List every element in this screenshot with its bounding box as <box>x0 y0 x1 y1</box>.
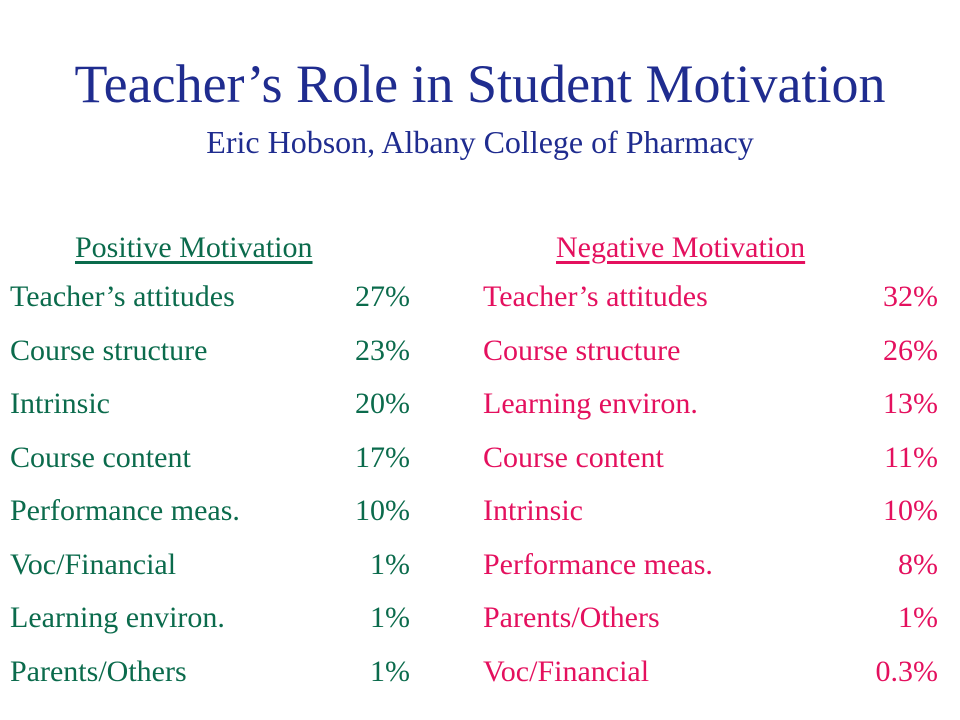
negative-row <box>483 645 938 699</box>
positive-row-value: 20% <box>355 387 410 420</box>
negative-row-value: 26% <box>883 333 938 367</box>
positive-row-label: Performance meas. <box>10 494 240 527</box>
negative-row <box>483 538 938 592</box>
positive-motivation-column <box>10 226 410 698</box>
positive-row <box>10 324 410 378</box>
positive-row-label: Learning environ. <box>10 601 225 634</box>
negative-row <box>483 591 938 645</box>
negative-row-label: Course content <box>483 440 664 474</box>
positive-row <box>10 484 410 538</box>
negative-row-label: Performance meas. <box>483 547 713 581</box>
negative-row-label: Parents/Others <box>483 601 660 634</box>
positive-row-value: 17% <box>355 440 410 474</box>
negative-row-value: 1% <box>898 601 938 634</box>
negative-row-value: 13% <box>883 387 938 420</box>
negative-motivation-heading: Negative Motivation <box>556 231 806 264</box>
positive-row <box>10 538 410 592</box>
positive-row <box>10 645 410 699</box>
positive-row-label: Course structure <box>10 333 208 367</box>
negative-row-label: Course structure <box>483 333 681 367</box>
positive-row-label: Voc/Financial <box>10 547 177 581</box>
negative-row <box>483 270 938 324</box>
negative-row-value: 0.3% <box>875 654 938 688</box>
negative-row-label: Voc/Financial <box>483 654 650 688</box>
slide-title: Teacher’s Role in Student Motivation <box>74 54 886 114</box>
positive-row-value: 1% <box>370 654 410 688</box>
positive-row-value: 1% <box>370 547 410 581</box>
negative-row-value: 10% <box>883 494 938 527</box>
positive-row <box>10 377 410 431</box>
positive-row-label: Parents/Others <box>10 654 187 688</box>
positive-row <box>10 591 410 645</box>
negative-row <box>483 484 938 538</box>
positive-row-label: Teacher’s attitudes <box>10 280 235 313</box>
negative-row <box>483 431 938 485</box>
negative-row-label: Teacher’s attitudes <box>483 280 708 313</box>
negative-motivation-column <box>483 226 938 698</box>
negative-row <box>483 324 938 378</box>
positive-motivation-heading: Positive Motivation <box>75 231 313 264</box>
positive-row <box>10 270 410 324</box>
positive-row <box>10 431 410 485</box>
negative-row-label: Learning environ. <box>483 387 698 420</box>
negative-row-label: Intrinsic <box>483 494 583 527</box>
positive-row-value: 23% <box>355 333 410 367</box>
negative-row <box>483 377 938 431</box>
positive-row-value: 1% <box>370 601 410 634</box>
positive-row-label: Intrinsic <box>10 387 110 420</box>
negative-row-value: 8% <box>898 547 938 581</box>
negative-row-value: 32% <box>883 280 938 313</box>
positive-row-label: Course content <box>10 440 191 474</box>
positive-row-value: 27% <box>355 280 410 313</box>
positive-row-value: 10% <box>355 494 410 527</box>
slide-subtitle: Eric Hobson, Albany College of Pharmacy <box>206 124 754 160</box>
negative-row-value: 11% <box>884 440 938 474</box>
